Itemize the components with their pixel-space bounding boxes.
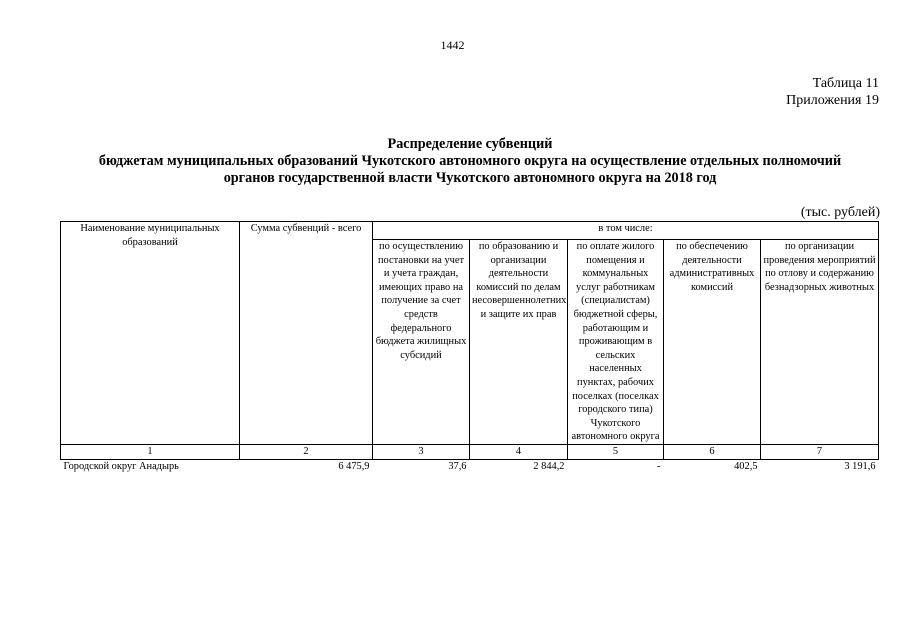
header-stray-animals: по организации проведения мероприятий по отлову и содержанию безнадзорных животных <box>761 240 879 445</box>
column-number: 2 <box>240 444 373 459</box>
header-utilities-payment: по оплате жилого помещения и коммунальных услуг работникам (специалистам) бюджетной сферы, работающим и проживающим в сельских населенных пунктах, рабочих поселках (поселках городского типа) Чукотского автономного округа <box>568 240 664 445</box>
row-stray-animals: 3 191,6 <box>844 460 876 472</box>
document-title <box>40 136 900 187</box>
row-total: 6 475,9 <box>338 460 370 472</box>
page-number: 1442 <box>440 38 465 52</box>
row-minors-commissions: 2 844,2 <box>533 460 565 472</box>
header-admin-commissions: по обеспечению деятельности административных комиссий <box>664 240 761 445</box>
row-municipality-name: Городской округ Анадырь <box>63 460 179 472</box>
column-number-row <box>61 444 879 459</box>
table-row <box>61 459 879 476</box>
column-number: 3 <box>373 444 470 459</box>
header-row-1 <box>61 222 879 240</box>
title-line-2: бюджетам муниципальных образований Чукотского автономного округа на осуществление отдельных полномочий <box>98 153 842 169</box>
title-line-3: органов государственной власти Чукотского автономного округа на 2018 год <box>223 170 717 186</box>
column-number: 6 <box>664 444 761 459</box>
column-number: 4 <box>470 444 568 459</box>
header-including: в том числе: <box>373 222 879 240</box>
header-name: Наименование муниципальных образований <box>61 222 240 445</box>
column-number: 1 <box>61 444 240 459</box>
row-housing-registration: 37,6 <box>448 460 467 472</box>
row-admin-commissions: 402,5 <box>734 460 758 472</box>
header-minors-commissions: по образованию и организации деятельности комиссий по делам несовершеннолетних и защите их прав <box>470 240 568 445</box>
table-reference <box>786 75 879 109</box>
appendix-number: Приложения 19 <box>786 93 879 108</box>
title-line-1: Распределение субвенций <box>387 136 553 152</box>
units-label: (тыс. рублей) <box>800 205 880 220</box>
subsidy-table <box>60 221 879 476</box>
column-number: 5 <box>568 444 664 459</box>
column-number: 7 <box>761 444 879 459</box>
header-total: Сумма субвенций - всего <box>240 222 373 445</box>
header-housing-registration: по осуществлению постановки на учет и учета граждан, имеющих право на получение за счет средств федерального бюджета жилищных субсидий <box>373 240 470 445</box>
table-number: Таблица 11 <box>812 76 879 91</box>
row-utilities-payment: - <box>657 460 661 472</box>
